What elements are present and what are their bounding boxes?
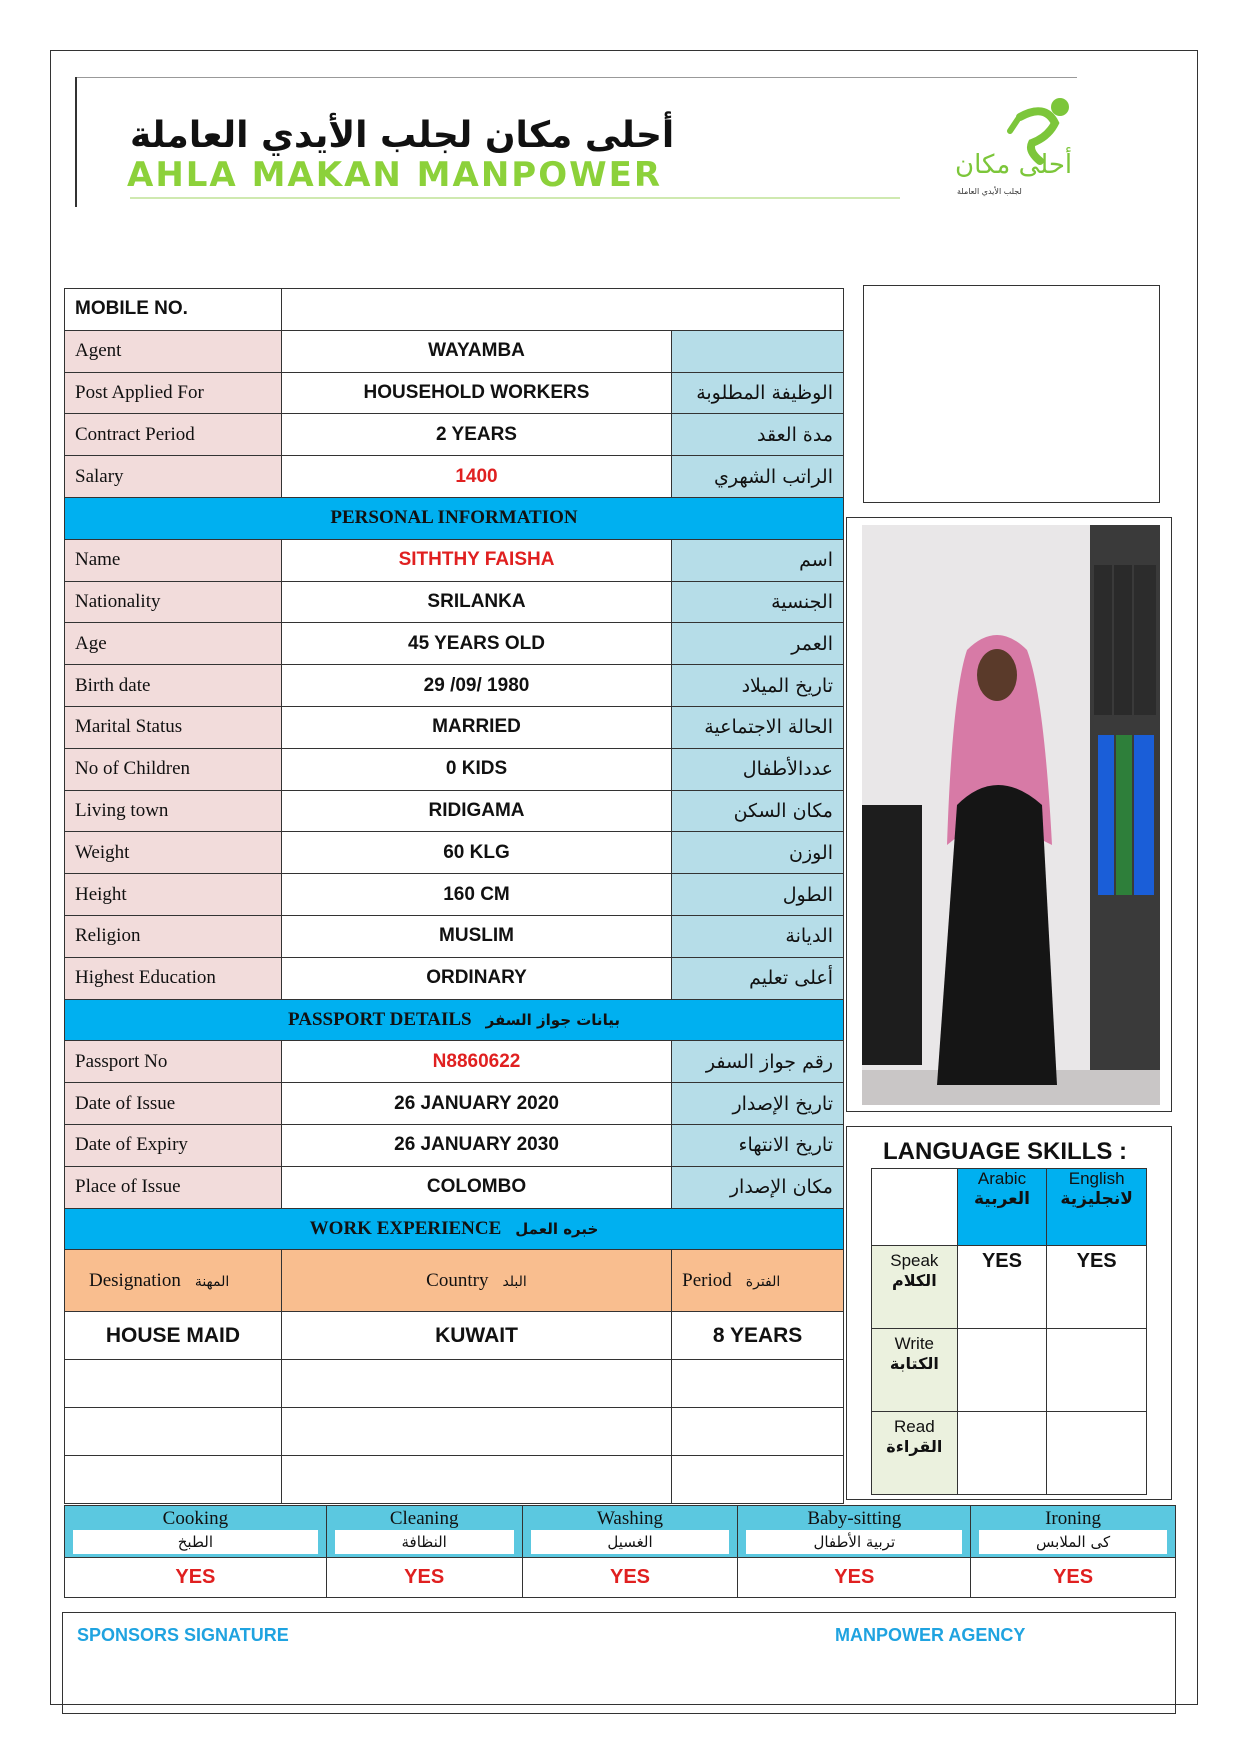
info-row	[65, 623, 844, 665]
row-value: 0 KIDS	[281, 748, 671, 790]
row-value: 26 JANUARY 2020	[281, 1083, 671, 1125]
info-row	[65, 1083, 844, 1125]
arabic-skill-value: YES	[957, 1246, 1047, 1329]
info-row	[65, 539, 844, 581]
row-arabic-label: رقم جواز السفر	[672, 1041, 844, 1083]
header-banner	[75, 75, 1175, 213]
passport-details-header	[65, 999, 844, 1041]
info-row	[65, 1041, 844, 1083]
row-label: Weight	[65, 832, 282, 874]
row-label: Date of Issue	[65, 1083, 282, 1125]
skill-header-ironing: Ironing كى الملابس	[971, 1506, 1176, 1558]
row-value: ORDINARY	[281, 957, 671, 999]
section-header-row	[65, 1208, 844, 1250]
language-skills-box	[846, 1126, 1172, 1500]
country-header: Country البلد	[281, 1250, 671, 1312]
row-arabic-label: تاريخ الانتهاء	[672, 1124, 844, 1166]
arabic-company-title: أحلى مكان لجلب الأيدي العاملة	[130, 115, 675, 156]
skill-header-cleaning: Cleaning النظافة	[326, 1506, 522, 1558]
skill-header-washing: Washing الغسيل	[522, 1506, 738, 1558]
row-arabic-label: تاريخ الإصدار	[672, 1083, 844, 1125]
blank-photo-box	[863, 285, 1160, 503]
skill-label: Write الكتابة	[872, 1329, 958, 1412]
name-value: SITHTHY FAISHA	[281, 539, 671, 581]
row-arabic-label: مكان السكن	[672, 790, 844, 832]
designation-value: HOUSE MAID	[65, 1312, 282, 1360]
country-value: KUWAIT	[281, 1312, 671, 1360]
row-value: MUSLIM	[281, 915, 671, 957]
row-label: Place of Issue	[65, 1166, 282, 1208]
row-arabic-label: الديانة	[672, 915, 844, 957]
row-arabic-label: أعلى تعليم	[672, 957, 844, 999]
period-header: Period الفترة	[672, 1250, 844, 1312]
language-skills-title: LANGUAGE SKILLS :	[883, 1138, 1127, 1165]
work-experience-row	[65, 1312, 844, 1360]
row-arabic-label: تاريخ الميلاد	[672, 665, 844, 707]
salary-value: 1400	[281, 456, 671, 498]
row-arabic-label: العمر	[672, 623, 844, 665]
row-value: HOUSEHOLD WORKERS	[281, 372, 671, 414]
manpower-agency-label: MANPOWER AGENCY	[835, 1625, 1026, 1645]
info-row	[65, 790, 844, 832]
english-skill-value: YES	[1047, 1246, 1147, 1329]
info-row	[65, 581, 844, 623]
logo-arabic-subtext: لجلب الأيدي العاملة	[957, 187, 1022, 196]
row-label: Salary	[65, 456, 282, 498]
row-label: Height	[65, 874, 282, 916]
language-row	[872, 1412, 1147, 1495]
company-logo	[945, 95, 1115, 205]
english-column-header: English لانجليزية	[1047, 1169, 1147, 1246]
section-header-row	[65, 999, 844, 1041]
row-arabic-label: عددالأطفال	[672, 748, 844, 790]
row-value: 29 /09/ 1980	[281, 665, 671, 707]
info-row	[65, 915, 844, 957]
skill-label: Read القراءة	[872, 1412, 958, 1495]
row-label: Agent	[65, 330, 282, 372]
row-arabic-label	[672, 330, 844, 372]
row-value: COLOMBO	[281, 1166, 671, 1208]
info-row	[65, 456, 844, 498]
applicant-info-table	[64, 288, 844, 1504]
designation-header: Designation المهنة	[65, 1250, 282, 1312]
logo-arabic-text: أحلى مكان	[955, 150, 1073, 180]
row-arabic-label: الطول	[672, 874, 844, 916]
language-row	[872, 1246, 1147, 1329]
work-experience-header	[65, 1208, 844, 1250]
row-value: WAYAMBA	[281, 330, 671, 372]
info-row	[65, 748, 844, 790]
info-row	[65, 957, 844, 999]
row-label: Nationality	[65, 581, 282, 623]
section-header-row	[65, 497, 844, 539]
row-arabic-label: مدة العقد	[672, 414, 844, 456]
banner-left-border	[75, 77, 77, 207]
row-value: 60 KLG	[281, 832, 671, 874]
applicant-photo	[862, 525, 1160, 1105]
row-label: Highest Education	[65, 957, 282, 999]
baby-sitting-value: YES	[738, 1558, 971, 1598]
info-row	[65, 874, 844, 916]
row-arabic-label: اسم	[672, 539, 844, 581]
skill-header-cooking: Cooking الطبخ	[65, 1506, 327, 1558]
row-label: Name	[65, 539, 282, 581]
title-underline	[130, 197, 900, 199]
work-experience-column-headers	[65, 1250, 844, 1312]
applicant-photo-illustration	[862, 525, 1160, 1105]
signature-box	[62, 1612, 1176, 1714]
passport-title: PASSPORT DETAILS	[288, 1008, 472, 1030]
mobile-value	[281, 289, 843, 331]
row-value: 160 CM	[281, 874, 671, 916]
info-row	[65, 665, 844, 707]
info-row	[65, 706, 844, 748]
work-title: WORK EXPERIENCE	[309, 1217, 502, 1239]
photo-frame	[846, 517, 1172, 1112]
row-label: Living town	[65, 790, 282, 832]
washing-value: YES	[522, 1558, 738, 1598]
personal-info-header: PERSONAL INFORMATION	[65, 497, 844, 539]
row-arabic-label: الحالة الاجتماعية	[672, 706, 844, 748]
language-corner-cell	[872, 1169, 958, 1246]
skills-value-row	[65, 1558, 1176, 1598]
row-label: Date of Expiry	[65, 1124, 282, 1166]
row-arabic-label: مكان الإصدار	[672, 1166, 844, 1208]
row-label: Post Applied For	[65, 372, 282, 414]
row-value: 26 JANUARY 2030	[281, 1124, 671, 1166]
english-skill-value	[1047, 1412, 1147, 1495]
language-row	[872, 1329, 1147, 1412]
language-skills-table	[871, 1168, 1147, 1495]
row-arabic-label: الجنسية	[672, 581, 844, 623]
skills-header-row	[65, 1506, 1176, 1558]
row-label: Contract Period	[65, 414, 282, 456]
row-value: RIDIGAMA	[281, 790, 671, 832]
work-title-arabic: خبره العمل	[515, 1219, 599, 1238]
row-label: Marital Status	[65, 706, 282, 748]
arabic-column-header: Arabic العربية	[957, 1169, 1047, 1246]
mobile-row	[65, 289, 844, 331]
mobile-label: MOBILE NO.	[65, 289, 282, 331]
passport-number-value: N8860622	[281, 1041, 671, 1083]
info-row	[65, 832, 844, 874]
cleaning-value: YES	[326, 1558, 522, 1598]
language-header-row	[872, 1169, 1147, 1246]
work-experience-empty-row	[65, 1360, 844, 1408]
sponsor-signature-label: SPONSORS SIGNATURE	[77, 1625, 289, 1645]
row-arabic-label: الراتب الشهري	[672, 456, 844, 498]
work-experience-empty-row	[65, 1408, 844, 1456]
row-label: Passport No	[65, 1041, 282, 1083]
banner-top-border	[77, 77, 1077, 78]
info-row	[65, 372, 844, 414]
row-value: MARRIED	[281, 706, 671, 748]
row-value: SRILANKA	[281, 581, 671, 623]
row-value: 2 YEARS	[281, 414, 671, 456]
row-label: Birth date	[65, 665, 282, 707]
skill-header-baby-sitting: Baby-sitting تربية الأطفال	[738, 1506, 971, 1558]
row-label: No of Children	[65, 748, 282, 790]
arabic-skill-value	[957, 1329, 1047, 1412]
info-row	[65, 1124, 844, 1166]
row-label: Religion	[65, 915, 282, 957]
info-row	[65, 330, 844, 372]
household-skills-table	[64, 1505, 1176, 1598]
english-company-title: AHLA MAKAN MANPOWER	[127, 155, 663, 195]
english-skill-value	[1047, 1329, 1147, 1412]
info-row	[65, 1166, 844, 1208]
period-value: 8 YEARS	[672, 1312, 844, 1360]
row-value: 45 YEARS OLD	[281, 623, 671, 665]
cooking-value: YES	[65, 1558, 327, 1598]
arabic-skill-value	[957, 1412, 1047, 1495]
ironing-value: YES	[971, 1558, 1176, 1598]
row-arabic-label: الوظيفة المطلوبة	[672, 372, 844, 414]
row-label: Age	[65, 623, 282, 665]
info-row	[65, 414, 844, 456]
passport-title-arabic: بيانات جواز السفر	[485, 1010, 620, 1029]
skill-label: Speak الكلام	[872, 1246, 958, 1329]
work-experience-empty-row	[65, 1456, 844, 1504]
row-arabic-label: الوزن	[672, 832, 844, 874]
